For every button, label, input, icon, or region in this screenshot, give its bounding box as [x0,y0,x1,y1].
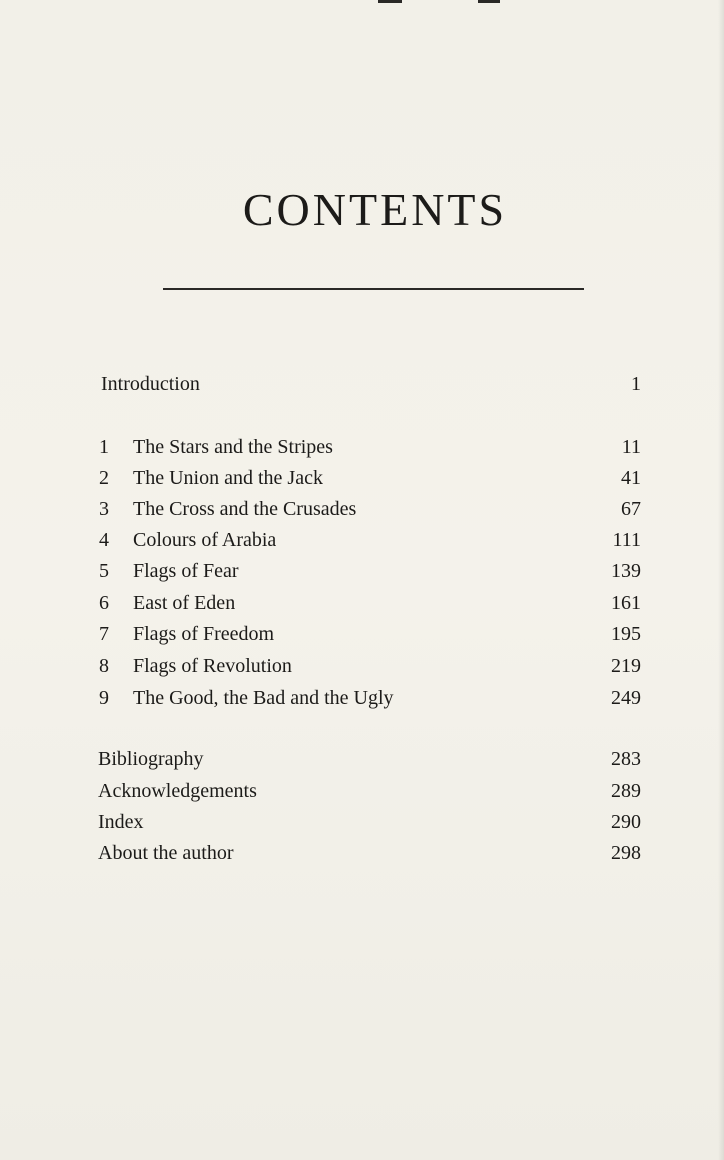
toc-entry-introduction [0,373,724,403]
chapter-number: 8 [99,655,109,677]
toc-chapter [0,687,724,717]
toc-chapter [0,436,724,466]
top-edge-mark [378,0,402,3]
toc-chapter [0,529,724,559]
chapter-number: 7 [99,623,109,645]
back-matter-label: About the author [98,842,234,864]
chapter-title: The Cross and the Crusades [133,498,357,520]
chapter-title: East of Eden [133,592,236,614]
back-matter-label: Acknowledgements [98,780,257,802]
toc-chapter [0,467,724,497]
toc-back-matter [0,811,724,841]
top-edge-mark [478,0,500,3]
chapter-page: 41 [621,467,641,489]
chapter-page: 111 [612,529,641,551]
chapter-page: 11 [621,436,641,458]
back-matter-label: Index [98,811,144,833]
chapter-number: 3 [99,498,109,520]
toc-chapter [0,655,724,685]
toc-chapter [0,498,724,528]
chapter-number: 5 [99,560,109,582]
chapter-number: 6 [99,592,109,614]
chapter-title: Colours of Arabia [133,529,277,551]
chapter-number: 1 [99,436,109,458]
chapter-title: The Stars and the Stripes [133,436,333,458]
chapter-number: 9 [99,687,109,709]
toc-entry-label: Introduction [101,373,200,395]
chapter-number: 2 [99,467,109,489]
chapter-title: The Good, the Bad and the Ugly [133,687,394,709]
chapter-number: 4 [99,529,109,551]
toc-chapter [0,592,724,622]
chapter-page: 139 [611,560,641,582]
chapter-title: The Union and the Jack [133,467,323,489]
chapter-page: 249 [611,687,641,709]
toc-back-matter [0,842,724,872]
back-matter-page: 289 [611,780,641,802]
title-rule [163,288,584,290]
chapter-title: Flags of Fear [133,560,239,582]
toc-chapter [0,560,724,590]
back-matter-label: Bibliography [98,748,204,770]
chapter-page: 219 [611,655,641,677]
chapter-title: Flags of Revolution [133,655,292,677]
back-matter-page: 290 [611,811,641,833]
toc-entry-page: 1 [631,373,641,395]
chapter-page: 161 [611,592,641,614]
toc-back-matter [0,780,724,810]
toc-chapter [0,623,724,653]
chapter-page: 67 [621,498,641,520]
chapter-title: Flags of Freedom [133,623,275,645]
chapter-page: 195 [611,623,641,645]
page-title: CONTENTS [242,184,508,235]
back-matter-page: 298 [611,842,641,864]
back-matter-page: 283 [611,748,641,770]
toc-back-matter [0,748,724,778]
